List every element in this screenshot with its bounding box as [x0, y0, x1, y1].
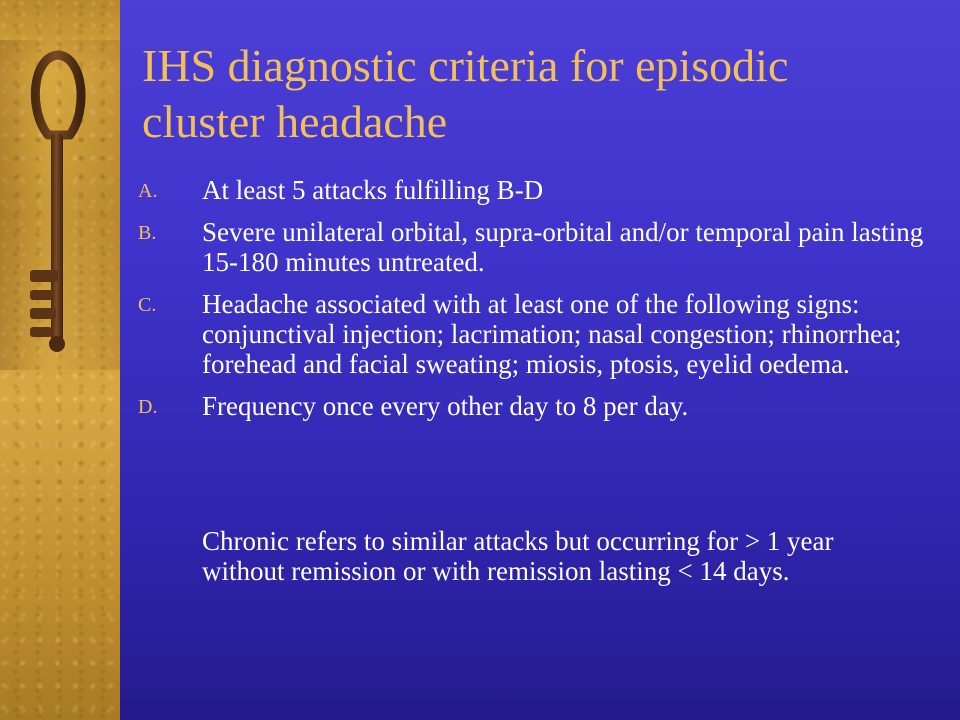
slide-title: IHS diagnostic criteria for episodic cluster headache — [142, 40, 789, 147]
criteria-item-c — [138, 289, 926, 379]
criteria-list — [138, 175, 926, 433]
key-icon — [0, 40, 120, 370]
list-item-text: Headache associated with at least one of the following signs: conjunctival injection; lacrimation; nasal congestion; rhinorrhea; forehead and facial sweating; miosis, ptosis, eyelid oedema. — [202, 289, 902, 379]
chronic-note: Chronic refers to similar attacks but occurring for > 1 year without remission or with remission lasting < 14 days. — [202, 526, 834, 586]
list-item-text: At least 5 attacks fulfilling B-D — [202, 175, 544, 205]
criteria-item-b — [138, 217, 926, 277]
list-item-text: Severe unilateral orbital, supra-orbital and/or temporal pain lasting 15-180 minutes untreated. — [202, 217, 924, 277]
list-marker: B. — [138, 222, 157, 244]
criteria-item-d — [138, 391, 926, 421]
list-marker: C. — [138, 294, 157, 316]
list-item-text: Frequency once every other day to 8 per day. — [202, 391, 689, 421]
list-marker: D. — [138, 396, 158, 418]
criteria-item-a — [138, 175, 926, 205]
list-marker: A. — [138, 180, 158, 202]
